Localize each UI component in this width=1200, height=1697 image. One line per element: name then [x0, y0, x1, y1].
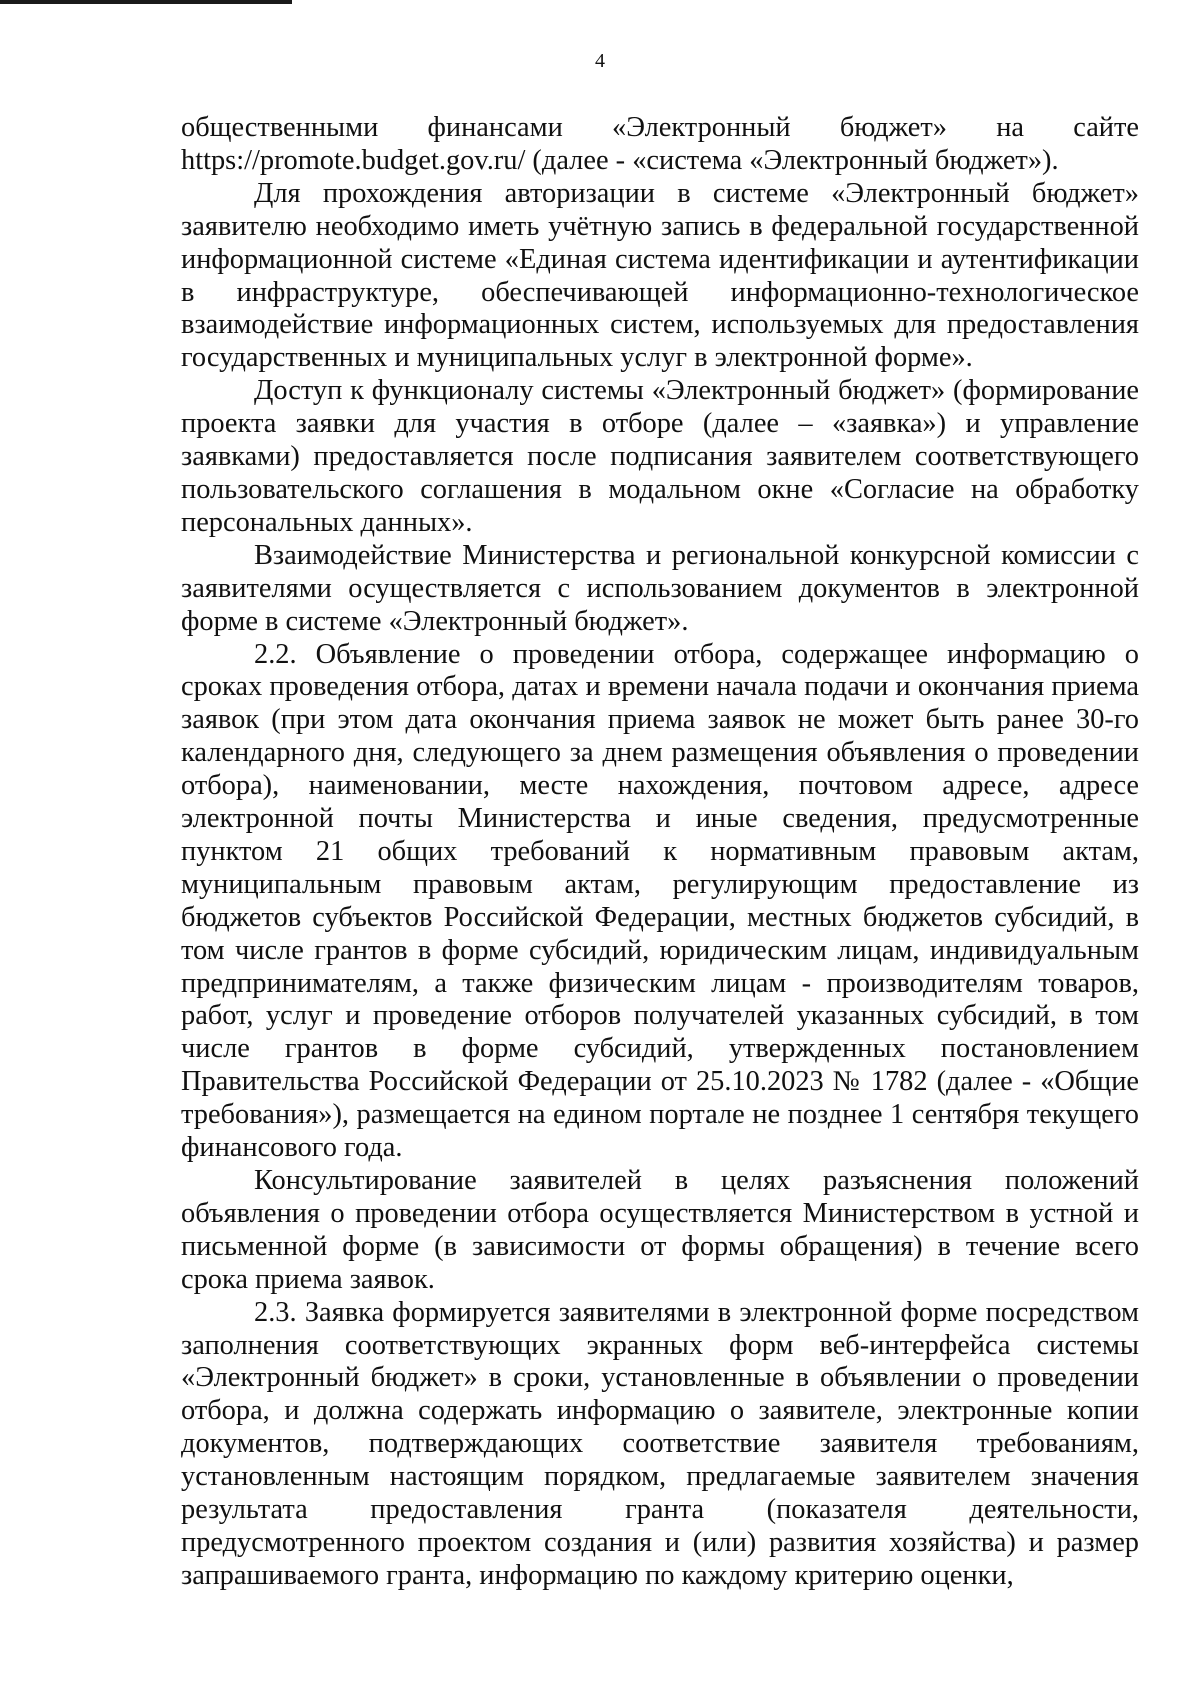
page-number: 4 [595, 50, 605, 72]
paragraph-continuation: общественными финансами «Электронный бюджет» на сайте https://promote.budget.gov.ru/ (далее - «система «Электронный бюджет»). [181, 112, 1139, 176]
document-body [181, 112, 1139, 1593]
paragraph-consultation: Консультирование заявителей в целях разъяснения положений объявления о проведении отбора осуществляется Министерством в устной и письменной форме (в зависимости от формы обращения) в течение всего срока приема заявок. [181, 1165, 1139, 1295]
top-edge-rule [0, 0, 292, 4]
paragraph-access: Доступ к функционалу системы «Электронный бюджет» (формирование проекта заявки для участия в отборе (далее – «заявка») и управление заявками) предоставляется после подписания заявителем соответствующего пользовательского соглашения в модальном окне «Согласие на обработку персональных данных». [181, 375, 1139, 538]
paragraph-section-2-2: 2.2. Объявление о проведении отбора, содержащее информацию о сроках проведения отбора, датах и времени начала подачи и окончания приема заявок (при этом дата окончания приема заявок не может быть ранее 30-го календарного дня, следующего за днем размещения объявления о проведении отбора), наименовании, месте нахождения, почтовом адресе, адресе электронной почты Министерства и иные сведения, предусмотренные пунктом 21 общих требований к нормативным правовым актам, муниципальным правовым актам, регулирующим предоставление из бюджетов субъектов Российской Федерации, местных бюджетов субсидий, в том числе грантов в форме субсидий, юридическим лицам, индивидуальным предпринимателям, а также физическим лицам - производителям товаров, работ, услуг и проведение отборов получателей указанных субсидий, в том числе грантов в форме субсидий, утвержденных постановлением Правительства Российской Федерации от 25.10.2023 № 1782 (далее - «Общие требования»), размещается на едином портале не позднее 1 сентября текущего финансового года. [181, 638, 1139, 1164]
paragraph-authorization: Для прохождения авторизации в системе «Электронный бюджет» заявителю необходимо иметь учётную запись в федеральной государственной информационной системе «Единая система идентификации и аутентификации в инфраструктуре, обеспечивающей информационно-технологическое взаимодействие информационных систем, используемых для предоставления государственных и муниципальных услуг в электронной форме». [181, 177, 1139, 374]
paragraph-interaction: Взаимодействие Министерства и региональной конкурсной комиссии с заявителями осуществляется с использованием документов в электронной форме в системе «Электронный бюджет». [181, 539, 1139, 637]
paragraph-section-2-3: 2.3. Заявка формируется заявителями в электронной форме посредством заполнения соответствующих экранных форм веб-интерфейса системы «Электронный бюджет» в сроки, установленные в объявлении о проведении отбора, и должна содержать информацию о заявителе, электронные копии документов, подтверждающих соответствие заявителя требованиям, установленным настоящим порядком, предлагаемые заявителем значения результата предоставления гранта (показателя деятельности, предусмотренного проектом создания и (или) развития хозяйства) и размер запрашиваемого гранта, информацию по каждому критерию оценки, [181, 1296, 1139, 1591]
